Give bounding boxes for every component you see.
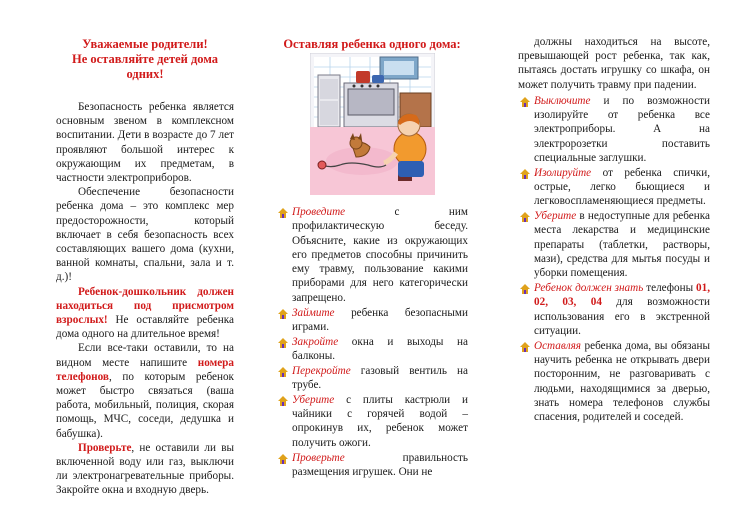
- list-item: [276, 451, 468, 480]
- house-bullet-icon: [278, 338, 288, 348]
- house-bullet-icon: [278, 396, 288, 406]
- list-item: [276, 306, 468, 335]
- item-keyword: Перекройте: [292, 364, 351, 377]
- item-keyword: Выключите: [534, 94, 591, 107]
- paragraph-check: [56, 441, 234, 498]
- house-bullet-icon: [520, 169, 530, 179]
- item-keyword: Изолируйте: [534, 166, 592, 179]
- house-bullet-icon: [278, 367, 288, 377]
- list-item: [518, 339, 710, 425]
- list-item: [276, 335, 468, 364]
- house-bullet-icon: [520, 97, 530, 107]
- item-keyword: Уберите: [534, 210, 577, 223]
- item-text: окна и выходы на балконы.: [292, 335, 468, 362]
- heading-dear-parents: Уважаемые родители!: [82, 37, 208, 51]
- item-keyword: Займите: [292, 306, 335, 319]
- phone-text-b: , по которым ребенок может быстро связаться (ваша работа, мобильный, полиция, скорая помощь, МЧС, соседи, дедушка и бабушка).: [56, 370, 234, 440]
- house-bullet-icon: [278, 208, 288, 218]
- column-right: [518, 0, 710, 510]
- list-item: [518, 166, 710, 209]
- item-text: и по возможности изолируйте от ребенка все электроприборы. А на электророзетки поставить специальные заглушки.: [534, 94, 710, 164]
- column-middle-list: [276, 205, 468, 505]
- item-keyword: Проверьте: [292, 451, 345, 464]
- emergency-phones: 01, 02, 03, 04: [534, 282, 710, 309]
- list-item: [518, 209, 710, 280]
- supervision-warning: Ребенок-дошкольник должен находиться под присмотром взрослых!: [56, 285, 234, 327]
- house-bullet-icon: [278, 454, 288, 464]
- item-text: от ребенка спички, острые, легко бьющиеся и легковоспламеняющиеся предметы.: [534, 166, 710, 208]
- kitchen-child-illustration: [310, 53, 435, 195]
- item-keyword: Проведите: [292, 206, 346, 218]
- check-rest: , не оставили ли вы включенной воду или газ, выключи ли электронагревательные приборы. Закройте окна и входную дверь.: [56, 441, 234, 497]
- list-item: [518, 281, 710, 338]
- item-text: с плиты кастрюли и чайники с горячей водой – опрокинув их, ребенок может получить ожоги.: [292, 393, 468, 449]
- heading-dont-leave: Не оставляйте детей дома одних!: [71, 52, 218, 81]
- item-keyword: Закройте: [292, 335, 339, 348]
- house-bullet-icon: [520, 284, 530, 294]
- column-left: [56, 0, 234, 510]
- item-text-after: для возможности использования его в экстренной ситуации.: [534, 296, 710, 338]
- phone-text-a: Если все-таки оставили, то на видном месте напишите: [56, 342, 234, 369]
- list-item: [518, 94, 710, 165]
- check-highlight: Проверьте: [78, 441, 132, 454]
- item-text: телефоны: [643, 282, 697, 295]
- item-text: ребенка безопасными играми.: [292, 306, 468, 333]
- item-keyword: Оставляя: [534, 339, 581, 352]
- precautions-list-continued: [518, 94, 710, 425]
- continuation-text: должны находиться на высоте, превышающей рост ребенка, так как, пытаясь достать игрушку со шкафа, он может получить травму при падении.: [518, 36, 710, 91]
- paragraph-safety: Безопасность ребенка является основным звеном в комплексном воспитании. Дети в возрасте до 7 лет проявляют большой интерес к окружающим их предметам, в частности электроприборов.: [56, 101, 234, 185]
- item-text: с ним профилактическую беседу. Объясните, какие из окружающих его предметов способны причинить ему травму, пользование какими приборами для него категорически запрещено.: [292, 206, 468, 304]
- item-keyword: Ребенок должен знать: [534, 282, 644, 295]
- paragraph-phone-numbers: [56, 341, 234, 440]
- house-bullet-icon: [278, 309, 288, 319]
- list-item: [276, 205, 468, 305]
- list-item: [276, 393, 468, 450]
- phone-numbers-highlight: номера телефонов: [56, 356, 234, 383]
- paragraph-home-safety: Обеспечение безопасности ребенка дома – это комплекс мер предосторожности, который включает в себя безопасность всех составляющих вашего дома (кухни, ванной комнаты, спальни, зала и т. д.)!: [56, 186, 234, 284]
- item-text: ребенка дома, вы обязаны научить ребенка не открывать двери посторонним, не разговаривать с людьми, находящимися за дверью, знать номера телефонов службы спасения, родителей и соседей.: [534, 339, 710, 424]
- paragraph-supervision: [56, 285, 234, 342]
- item-keyword: Уберите: [292, 393, 335, 406]
- item-text: правильность размещения игрушек. Они не: [292, 451, 468, 478]
- list-item: [276, 364, 468, 393]
- house-bullet-icon: [520, 212, 530, 222]
- item-text: газовый вентиль на трубе.: [292, 364, 468, 392]
- supervision-rest: Не оставляйте ребенка дома одного на длительное время!: [56, 314, 234, 341]
- heading-leaving-child: Оставляя ребенка одного дома:: [283, 37, 461, 51]
- house-bullet-icon: [520, 342, 530, 352]
- precautions-list: [276, 205, 468, 479]
- item-text: в недоступные для ребенка места лекарства и медицинские препараты (таблетки, растворы, мази), средства для мытья посуды и уборки помещения.: [534, 210, 710, 280]
